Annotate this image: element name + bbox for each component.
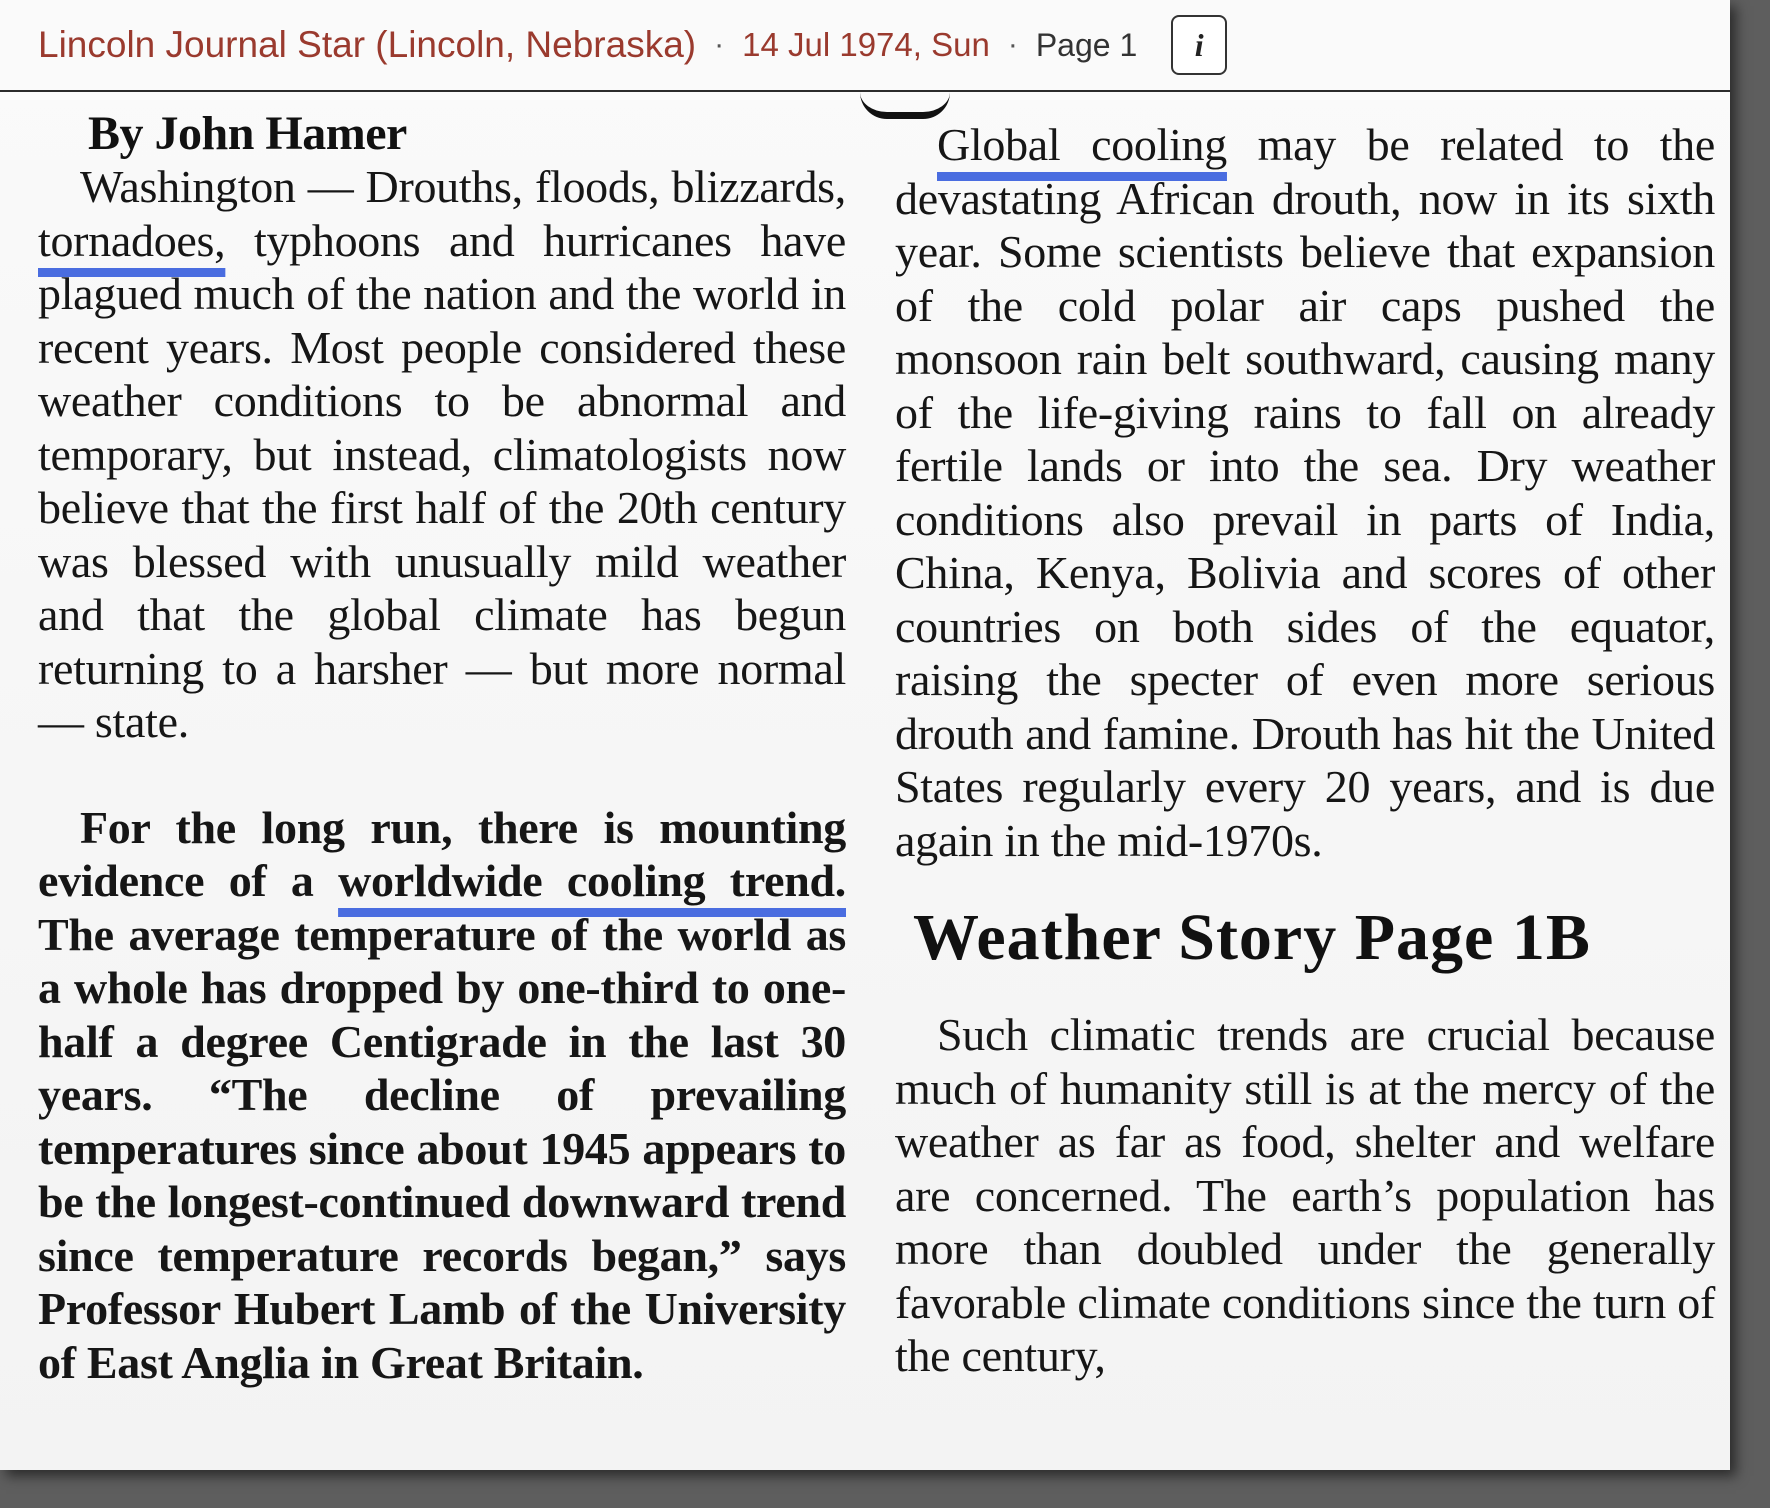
paragraph-text: The average temperature of the world as a whole has dropped by one-third to one-half a degree Centigrade in the last 30 years. “The decline of prevailing temperatures since about 1945 appears to be the longest-continued downward trend since temperature records began,” says Professor Hubert Lamb of the University of East Anglia in Great Britain. bbox=[38, 908, 846, 1388]
header-separator: · bbox=[1007, 28, 1018, 61]
article-byline: By John Hamer bbox=[88, 107, 407, 160]
highlighted-text: tornadoes, bbox=[38, 214, 226, 266]
article-paragraph: Such climatic trends are crucial because much of humanity still is at the mercy of the weather as far as food, shelter and welfare are concerned. The earth’s population has more than doubled under the generally favorable climate conditions since the turn of the century, bbox=[895, 1009, 1715, 1381]
publication-date[interactable]: 14 Jul 1974, Sun bbox=[742, 26, 990, 63]
header-separator: · bbox=[714, 28, 725, 61]
section-headline: Weather Story Page 1B bbox=[913, 901, 1591, 974]
print-fragment bbox=[860, 92, 950, 119]
paragraph-text: For the long run, there is mounting evidence of a bbox=[38, 801, 846, 906]
article-column-left bbox=[38, 108, 846, 1389]
publication-title[interactable]: Lincoln Journal Star (Lincoln, Nebraska) bbox=[38, 24, 697, 65]
highlighted-text: worldwide cooling trend. bbox=[338, 855, 846, 906]
paragraph-text: Washington — Drouths, floods, blizzards, bbox=[80, 161, 846, 212]
highlighted-text: Global cooling bbox=[937, 119, 1227, 170]
clipping-header-bar bbox=[0, 0, 1730, 92]
page-number: Page 1 bbox=[1035, 26, 1138, 63]
info-icon[interactable]: i bbox=[1171, 15, 1227, 75]
article-paragraph bbox=[895, 118, 1715, 867]
paragraph-text: may be related to the devastating African drouth, now in its sixth year. Some scientists believe that expansion of the cold polar air caps pushed the monsoon rain belt southward, causing many of the life-giving rains to fall on already fertile lands or into the sea. Dry weather conditions also prevail in parts of India, China, Kenya, Bolivia and scores of other countries on both sides of the equator, raising the specter of even more serious drouth and famine. Drouth has hit the United States regularly every 20 years, and is due again in the mid-1970s. bbox=[895, 119, 1715, 866]
article-column-right bbox=[895, 118, 1715, 1383]
article-paragraph bbox=[38, 801, 846, 1390]
paragraph-text: typhoons and hurricanes have plagued much of the nation and the world in recent years. Most people considered these weather conditions to be abnormal and temporary, but instead, climatologists now believe that the first half of the 20th century was blessed with unusually mild weather and that the global climate has begun returning to a harsher — but more normal — state. bbox=[38, 214, 846, 747]
article-paragraph bbox=[38, 160, 846, 749]
